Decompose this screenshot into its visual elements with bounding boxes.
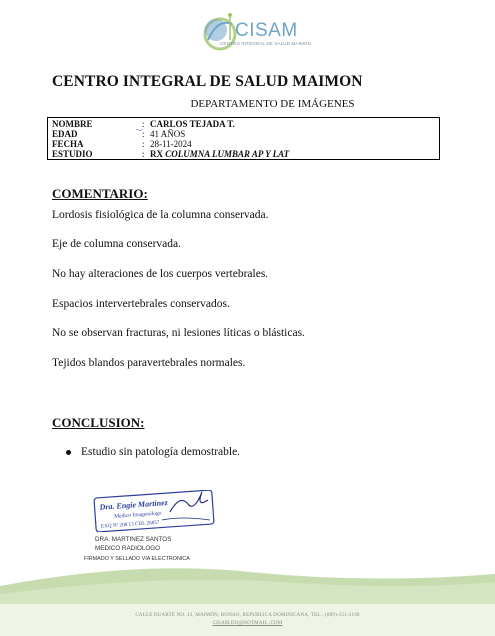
stamp-name: Dra. Engie Martinez (99, 498, 168, 512)
info-separator: : (142, 149, 145, 159)
info-value (150, 149, 289, 159)
logo-text: CISAM (235, 20, 298, 41)
info-separator: : (142, 139, 145, 149)
info-separator: : (142, 119, 145, 129)
comentario-line: No hay alteraciones de los cuerpos vertebrales. (52, 268, 269, 280)
info-key: ESTUDIO (52, 149, 93, 159)
info-value-prefix: RX (150, 149, 163, 159)
logo-subtitle: CENTRO INTEGRAL DE SALUD MAIMON (220, 41, 311, 46)
footer-email-link[interactable]: CISAM.DO@HOTMAIL .COM (212, 621, 283, 626)
signed-note: FIRMADO Y SELLADO VIA ELECTRONICA (84, 556, 190, 562)
comentario-line: Espacios intervertebrales conservados. (52, 298, 230, 310)
info-row-fecha (52, 139, 437, 149)
spellcheck-mark-icon: ֻ‿ (137, 123, 143, 131)
signature-stamp (92, 490, 216, 532)
info-value: CARLOS TEJADA T. (150, 119, 235, 129)
footer-address: CALLE DUARTE NO. 13, MAIMÓN, BONAO, REPUBLICA DOMINICANA, TEL.: (809)-551-2196 (135, 613, 360, 618)
signer-role: MEDICO RADIOLOGO (95, 545, 161, 552)
comentario-line: Eje de columna conservada. (52, 238, 181, 250)
signer-name: DRA. MARTINEZ SANTOS (95, 536, 172, 543)
footer-email[interactable] (0, 621, 495, 626)
info-value: 28-11-2024 (150, 139, 192, 149)
info-key: EDAD (52, 129, 78, 139)
comentario-heading: COMENTARIO: (52, 186, 148, 201)
stamp-role: Medico Imagenólogo (114, 510, 162, 520)
conclusion-item: Estudio sin patología demostrable. (81, 446, 241, 458)
info-value-study: COLUMNA LUMBAR AP Y LAT (165, 149, 290, 159)
info-row-estudio (52, 149, 437, 159)
conclusion-heading: CONCLUSION: (52, 415, 145, 430)
info-value: 41 AÑOS (150, 129, 186, 139)
bullet-icon (66, 450, 71, 455)
comentario-line: No se observan fracturas, ni lesiones líticas o blásticas. (52, 327, 305, 339)
info-separator: : (142, 129, 145, 139)
info-key: FECHA (52, 139, 84, 149)
document-title: CENTRO INTEGRAL DE SALUD MAIMON (52, 73, 363, 90)
info-row-edad (52, 129, 437, 139)
info-row-nombre (52, 119, 437, 129)
comentario-line: Lordosis fisiológica de la columna conservada. (52, 209, 269, 221)
department-label: DEPARTAMENTO DE IMÁGENES (190, 98, 355, 110)
comentario-line: Tejidos blandos paravertebrales normales. (52, 357, 246, 369)
info-key: NOMBRE (52, 119, 93, 129)
patient-info-box (47, 117, 440, 160)
stamp-exeq: EXQ Nº 208 13 CDL 26857 (100, 519, 160, 530)
